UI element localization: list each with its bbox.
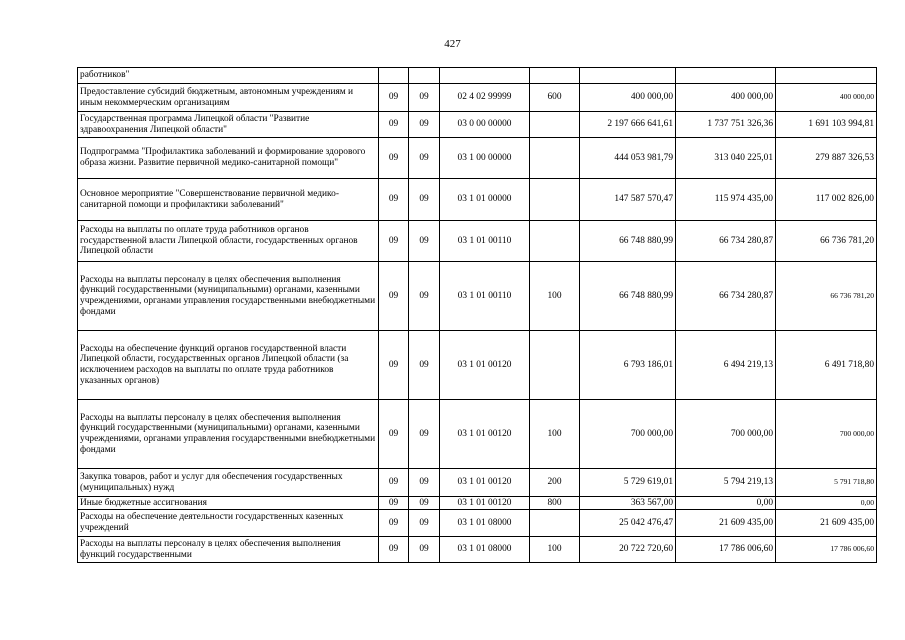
row-name-cell: работников" (78, 68, 379, 84)
table-row (78, 68, 877, 84)
expense-type-cell: 200 (530, 469, 580, 497)
section-code-cell: 09 (379, 138, 409, 179)
subsection-code-cell: 09 (409, 537, 440, 563)
target-article-cell: 03 1 01 00120 (440, 497, 530, 510)
target-article-cell: 03 1 01 00120 (440, 400, 530, 469)
target-article-cell: 03 1 01 08000 (440, 537, 530, 563)
row-name-cell: Расходы на выплаты персоналу в целях обеспечения выполнения функций государственными (муниципальными) органами, казенными учреждениями, органами управления государственными внебюджетными фондами (78, 262, 379, 331)
expense-type-cell: 800 (530, 497, 580, 510)
section-code-cell: 09 (379, 331, 409, 400)
section-code-cell (379, 68, 409, 84)
row-name-cell: Основное мероприятие "Совершенствование первичной медико-санитарной помощи и профилактики заболеваний" (78, 179, 379, 221)
target-article-cell: 03 1 01 00120 (440, 469, 530, 497)
amount-3-cell: 66 736 781,20 (776, 262, 877, 331)
amount-3-cell: 279 887 326,53 (776, 138, 877, 179)
subsection-code-cell: 09 (409, 497, 440, 510)
table-row (78, 469, 877, 497)
expense-type-cell: 600 (530, 84, 580, 112)
subsection-code-cell (409, 68, 440, 84)
section-code-cell: 09 (379, 469, 409, 497)
amount-2-cell: 115 974 435,00 (676, 179, 776, 221)
amount-3-cell (776, 68, 877, 84)
subsection-code-cell: 09 (409, 510, 440, 537)
table-row (78, 221, 877, 262)
table-row (78, 262, 877, 331)
amount-3-cell: 66 736 781,20 (776, 221, 877, 262)
amount-3-cell: 0,00 (776, 497, 877, 510)
subsection-code-cell: 09 (409, 331, 440, 400)
amount-1-cell: 66 748 880,99 (580, 221, 676, 262)
amount-3-cell: 700 000,00 (776, 400, 877, 469)
amount-2-cell: 6 494 219,13 (676, 331, 776, 400)
table-row (78, 537, 877, 563)
section-code-cell: 09 (379, 84, 409, 112)
subsection-code-cell: 09 (409, 262, 440, 331)
section-code-cell: 09 (379, 510, 409, 537)
target-article-cell: 03 1 01 08000 (440, 510, 530, 537)
expense-type-cell (530, 179, 580, 221)
subsection-code-cell: 09 (409, 112, 440, 138)
row-name-cell: Расходы на обеспечение функций органов государственной власти Липецкой области, государственных органов Липецкой области (за исключением расходов на выплаты по оплате труда работников указанных органов) (78, 331, 379, 400)
target-article-cell: 03 1 01 00110 (440, 221, 530, 262)
amount-3-cell: 5 791 718,80 (776, 469, 877, 497)
expense-type-cell: 100 (530, 262, 580, 331)
amount-3-cell: 1 691 103 994,81 (776, 112, 877, 138)
target-article-cell: 03 1 01 00110 (440, 262, 530, 331)
amount-1-cell: 147 587 570,47 (580, 179, 676, 221)
subsection-code-cell: 09 (409, 221, 440, 262)
amount-1-cell: 66 748 880,99 (580, 262, 676, 331)
amount-2-cell: 21 609 435,00 (676, 510, 776, 537)
section-code-cell: 09 (379, 262, 409, 331)
amount-1-cell: 20 722 720,60 (580, 537, 676, 563)
amount-1-cell: 400 000,00 (580, 84, 676, 112)
section-code-cell: 09 (379, 179, 409, 221)
row-name-cell: Расходы на выплаты по оплате труда работников органов государственной власти Липецкой области, государственных органов Липецкой области (78, 221, 379, 262)
amount-3-cell: 400 000,00 (776, 84, 877, 112)
table-row (78, 179, 877, 221)
target-article-cell (440, 68, 530, 84)
target-article-cell: 03 1 00 00000 (440, 138, 530, 179)
target-article-cell: 02 4 02 99999 (440, 84, 530, 112)
table-row (78, 84, 877, 112)
expense-type-cell: 100 (530, 537, 580, 563)
subsection-code-cell: 09 (409, 84, 440, 112)
subsection-code-cell: 09 (409, 179, 440, 221)
subsection-code-cell: 09 (409, 400, 440, 469)
section-code-cell: 09 (379, 537, 409, 563)
amount-2-cell: 66 734 280,87 (676, 262, 776, 331)
expense-type-cell (530, 510, 580, 537)
amount-2-cell: 0,00 (676, 497, 776, 510)
row-name-cell: Подпрограмма "Профилактика заболеваний и формирование здорового образа жизни. Развитие первичной медико-санитарной помощи" (78, 138, 379, 179)
amount-2-cell (676, 68, 776, 84)
expense-type-cell (530, 138, 580, 179)
expense-type-cell (530, 221, 580, 262)
amount-3-cell: 117 002 826,00 (776, 179, 877, 221)
amount-2-cell: 5 794 219,13 (676, 469, 776, 497)
expense-type-cell (530, 112, 580, 138)
subsection-code-cell: 09 (409, 469, 440, 497)
amount-2-cell: 1 737 751 326,36 (676, 112, 776, 138)
amount-1-cell (580, 68, 676, 84)
expense-type-cell (530, 68, 580, 84)
table-row (78, 138, 877, 179)
amount-2-cell: 17 786 006,60 (676, 537, 776, 563)
table-row (78, 112, 877, 138)
amount-1-cell: 444 053 981,79 (580, 138, 676, 179)
expense-type-cell: 100 (530, 400, 580, 469)
expense-type-cell (530, 331, 580, 400)
amount-1-cell: 6 793 186,01 (580, 331, 676, 400)
amount-2-cell: 700 000,00 (676, 400, 776, 469)
subsection-code-cell: 09 (409, 138, 440, 179)
row-name-cell: Государственная программа Липецкой области "Развитие здравоохранения Липецкой области" (78, 112, 379, 138)
row-name-cell: Предоставление субсидий бюджетным, автономным учреждениям и иным некоммерческим организациям (78, 84, 379, 112)
amount-1-cell: 5 729 619,01 (580, 469, 676, 497)
section-code-cell: 09 (379, 112, 409, 138)
amount-3-cell: 17 786 006,60 (776, 537, 877, 563)
section-code-cell: 09 (379, 400, 409, 469)
amount-2-cell: 400 000,00 (676, 84, 776, 112)
table-row (78, 497, 877, 510)
table-body (78, 68, 877, 563)
section-code-cell: 09 (379, 221, 409, 262)
target-article-cell: 03 1 01 00000 (440, 179, 530, 221)
amount-1-cell: 25 042 476,47 (580, 510, 676, 537)
target-article-cell: 03 0 00 00000 (440, 112, 530, 138)
row-name-cell: Иные бюджетные ассигнования (78, 497, 379, 510)
amount-3-cell: 21 609 435,00 (776, 510, 877, 537)
amount-3-cell: 6 491 718,80 (776, 331, 877, 400)
budget-table (77, 67, 877, 563)
page-number: 427 (444, 38, 461, 50)
table-row (78, 510, 877, 537)
amount-1-cell: 700 000,00 (580, 400, 676, 469)
table-row (78, 331, 877, 400)
amount-1-cell: 2 197 666 641,61 (580, 112, 676, 138)
amount-1-cell: 363 567,00 (580, 497, 676, 510)
table-row (78, 400, 877, 469)
amount-2-cell: 313 040 225,01 (676, 138, 776, 179)
row-name-cell: Расходы на выплаты персоналу в целях обеспечения выполнения функций государственными (муниципальными) органами, казенными учреждениями, органами управления государственными внебюджетными фондами (78, 400, 379, 469)
target-article-cell: 03 1 01 00120 (440, 331, 530, 400)
row-name-cell: Расходы на выплаты персоналу в целях обеспечения выполнения функций государственными (78, 537, 379, 563)
section-code-cell: 09 (379, 497, 409, 510)
row-name-cell: Закупка товаров, работ и услуг для обеспечения государственных (муниципальных) нужд (78, 469, 379, 497)
row-name-cell: Расходы на обеспечение деятельности государственных казенных учреждений (78, 510, 379, 537)
amount-2-cell: 66 734 280,87 (676, 221, 776, 262)
